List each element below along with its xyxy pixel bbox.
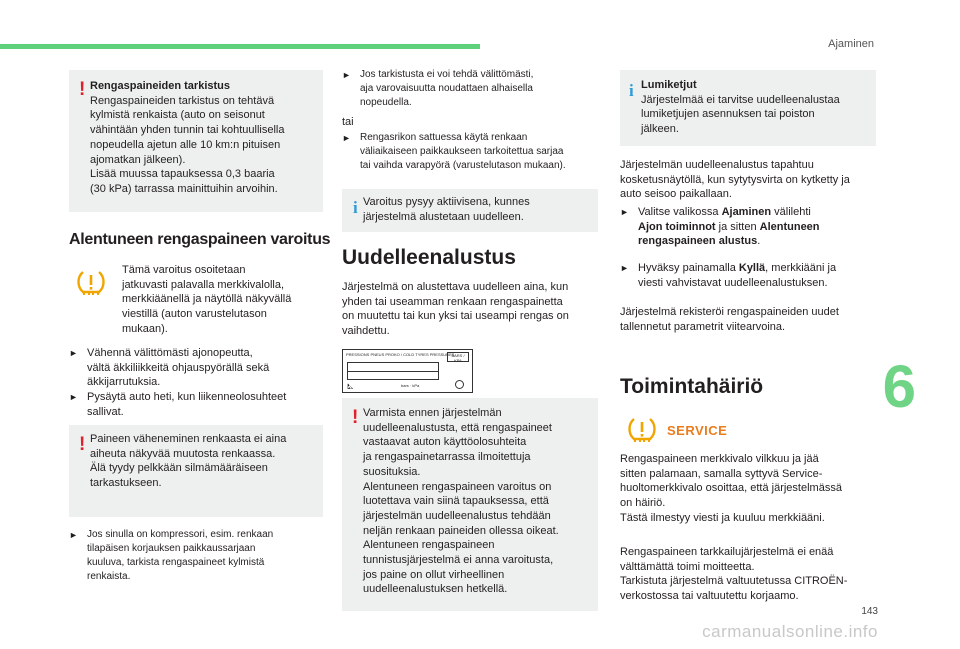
repair-paragraph: Rengaspaineen tarkkailujärjestelmä ei enää välttämättä toimi moitteetta. Tarkistuta järjestelmä valtuutetussa CITROËN- verkostossa tai valtuutettu korjaamo. — [620, 546, 848, 603]
box-line: luotettava vain siinä tapauksessa, että — [363, 495, 549, 508]
warning-box-before-reinit — [342, 398, 598, 611]
box-line: lumiketjujen asennuksen tai poiston — [641, 108, 815, 121]
register-paragraph: Järjestelmä rekisteröi rengaspaineiden uudet tallennetut parametrit viitearvoina. — [620, 306, 839, 333]
label-units: bars · kPa — [401, 383, 420, 388]
watermark: carmanualsonline.info — [702, 622, 878, 641]
heading-reinitialisation: Uudelleenalustus — [342, 246, 516, 269]
warning-box-visual-check — [69, 425, 323, 517]
warning-box-pressure-check — [69, 70, 323, 212]
box-title: Lumiketjut — [641, 79, 697, 91]
heading-low-pressure-warning: Alentuneen rengaspaineen varoitus — [69, 231, 331, 248]
list-item: ► Valitse valikossa Ajaminen välilehti Ajon toiminnot ja sitten Alentuneen rengaspaineen alustus. — [620, 206, 820, 248]
chapter-number: 6 — [882, 353, 916, 420]
label-table-rule — [347, 371, 439, 372]
service-warning-icon: SERVICE — [667, 423, 728, 438]
bullet-marker-icon: ► — [69, 392, 78, 402]
tyre-pressure-warning-icon — [76, 270, 106, 296]
box-line: tarkastukseen. — [90, 477, 162, 490]
box-line: Rengaspaineiden tarkistus on tehtävä — [90, 94, 275, 107]
bullet-marker-icon: ► — [342, 133, 351, 143]
box-line: vähintään yhden tunnin tai kohtuullisella — [90, 124, 285, 137]
box-line: ja rengaspainetarrassa ilmoitettuja — [363, 451, 531, 464]
list-item: ► Jos sinulla on kompressori, esim. renkaan tilapäisen korjauksen paikkaussarjaan kuuluva, tarkista rengaspaineet kylmistä renkaista. — [69, 529, 274, 582]
warning-exclamation-icon: ! — [79, 434, 86, 455]
box-line: aiheuta näkyvää muutosta renkaassa. — [90, 447, 276, 460]
list-item: ► Pysäytä auto heti, kun liikenneolosuhteet sallivat. — [69, 391, 287, 418]
list-item: ► Hyväksy painamalla Kyllä, merkkiääni ja viesti vahvistavat uudelleenalustuksen. — [620, 262, 837, 289]
bullet-marker-icon: ► — [620, 263, 629, 273]
box-line: tunnistusjärjestelmä ei anna varoitusta, — [363, 554, 554, 567]
bullet-marker-icon: ► — [342, 70, 351, 80]
warning-description: Tämä varoitus osoitetaan jatkuvasti palavalla merkkivalolla, merkkiäänellä ja näytöllä näkyvällä viestillä (auton varustelutason mukaan). — [122, 264, 292, 335]
box-line: (30 kPa) tarrassa mainittuihin arvoihin. — [90, 182, 278, 195]
info-icon: i — [629, 81, 634, 100]
list-item: ► Jos tarkistusta ei voi tehdä välittömästi, aja varovaisuutta noudattaen alhaisella nopeudella. — [342, 69, 534, 108]
bullet-marker-icon: ► — [620, 207, 629, 217]
info-box-warning-active — [342, 189, 598, 232]
box-line: suosituksia. — [363, 465, 421, 478]
label-header: PRESSIONS PNEUS PROKO / COLD TYRES PRESSURES — [346, 352, 455, 357]
box-line: Älä tyydy pelkkään silmämääräiseen — [90, 462, 268, 475]
bullet-marker-icon: ► — [69, 530, 78, 540]
box-line: Järjestelmää ei tarvitse uudelleenalustaa — [641, 93, 840, 106]
page-number: 143 — [861, 606, 878, 617]
label-circle-icon — [455, 380, 464, 389]
warning-exclamation-icon: ! — [79, 79, 86, 100]
warning-exclamation-icon: ! — [352, 407, 359, 428]
box-line: Lisää muussa tapauksessa 0,3 baaria — [90, 168, 275, 181]
car-outline-icon: ⛡ — [347, 382, 354, 391]
box-line: neljän renkaan paineiden ollessa oikeat. — [363, 524, 559, 537]
box-line: kylmistä renkaista (auto on seisonut — [90, 109, 265, 122]
box-line: Paineen väheneminen renkaasta ei aina — [90, 433, 287, 445]
box-line: Alentuneen rengaspaineen varoitus on — [363, 480, 552, 493]
heading-malfunction: Toimintahäiriö — [620, 375, 764, 398]
box-line: Varoitus pysyy aktiivisena, kunnes — [363, 196, 530, 208]
box-line: järjestelmän uudelleenalustus tehdään — [363, 509, 551, 522]
box-line: uudelleenalustusta, että rengaspaineet — [363, 421, 552, 434]
box-line: järjestelmä alustetaan uudelleen. — [363, 210, 524, 223]
box-line: jälkeen. — [641, 123, 679, 136]
reinit-paragraph: Järjestelmä on alustettava uudelleen aina, kun yhden tai useamman renkaan rengaspainetta on muutettu tai kun yksi tai useampi rengas on vaihdettu. — [342, 281, 569, 338]
box-line: vastaavat auton käyttöolosuhteita — [363, 436, 527, 449]
tyre-pressure-label-image — [342, 349, 473, 393]
section-title: Ajaminen — [828, 38, 874, 50]
header-accent-bar — [0, 44, 480, 49]
list-item: ► Rengasrikon sattuessa käytä renkaan väliaikaiseen paikkaukseen tarkoitettua sarjaa tai vaihda varapyörä (varustelutason mukaan). — [342, 132, 566, 171]
box-title: Rengaspaineiden tarkistus — [90, 80, 230, 92]
tyre-pressure-warning-icon — [627, 417, 657, 443]
reinit-procedure-paragraph: Järjestelmän uudelleenalustus tapahtuu kosketusnäytöllä, kun sytytysvirta on kytketty ja auto seisoo paikallaan. — [620, 159, 850, 201]
label-corner-box: BARS / KPA — [447, 352, 469, 362]
connector-text: tai — [342, 116, 354, 128]
malfunction-paragraph: Rengaspaineen merkkivalo vilkkuu ja jää sitten palamaan, samalla syttyvä Service- huoltomerkkivalo osoittaa, että järjestelmässä on häiriö. Tästä ilmestyy viesti ja kuuluu merkkiääni. — [620, 453, 842, 524]
list-item: ► Vähennä välittömästi ajonopeutta, vältä äkkiliikkeitä ohjauspyörällä sekä äkkijarrutuksia. — [69, 347, 270, 389]
box-line: Alentuneen rengaspaineen — [363, 539, 495, 552]
box-line: ajomatkan jälkeen). — [90, 153, 186, 166]
box-line: uudelleenalustuksen hetkellä. — [363, 583, 508, 596]
box-line: nopeudella ajetun alle 10 km:n pituisen — [90, 138, 281, 151]
info-icon: i — [353, 198, 358, 217]
bullet-marker-icon: ► — [69, 348, 78, 358]
box-line: jos paine on ollut virheellinen — [363, 568, 505, 581]
box-line: Varmista ennen järjestelmän — [363, 407, 502, 419]
info-box-snow-chains — [620, 70, 876, 146]
